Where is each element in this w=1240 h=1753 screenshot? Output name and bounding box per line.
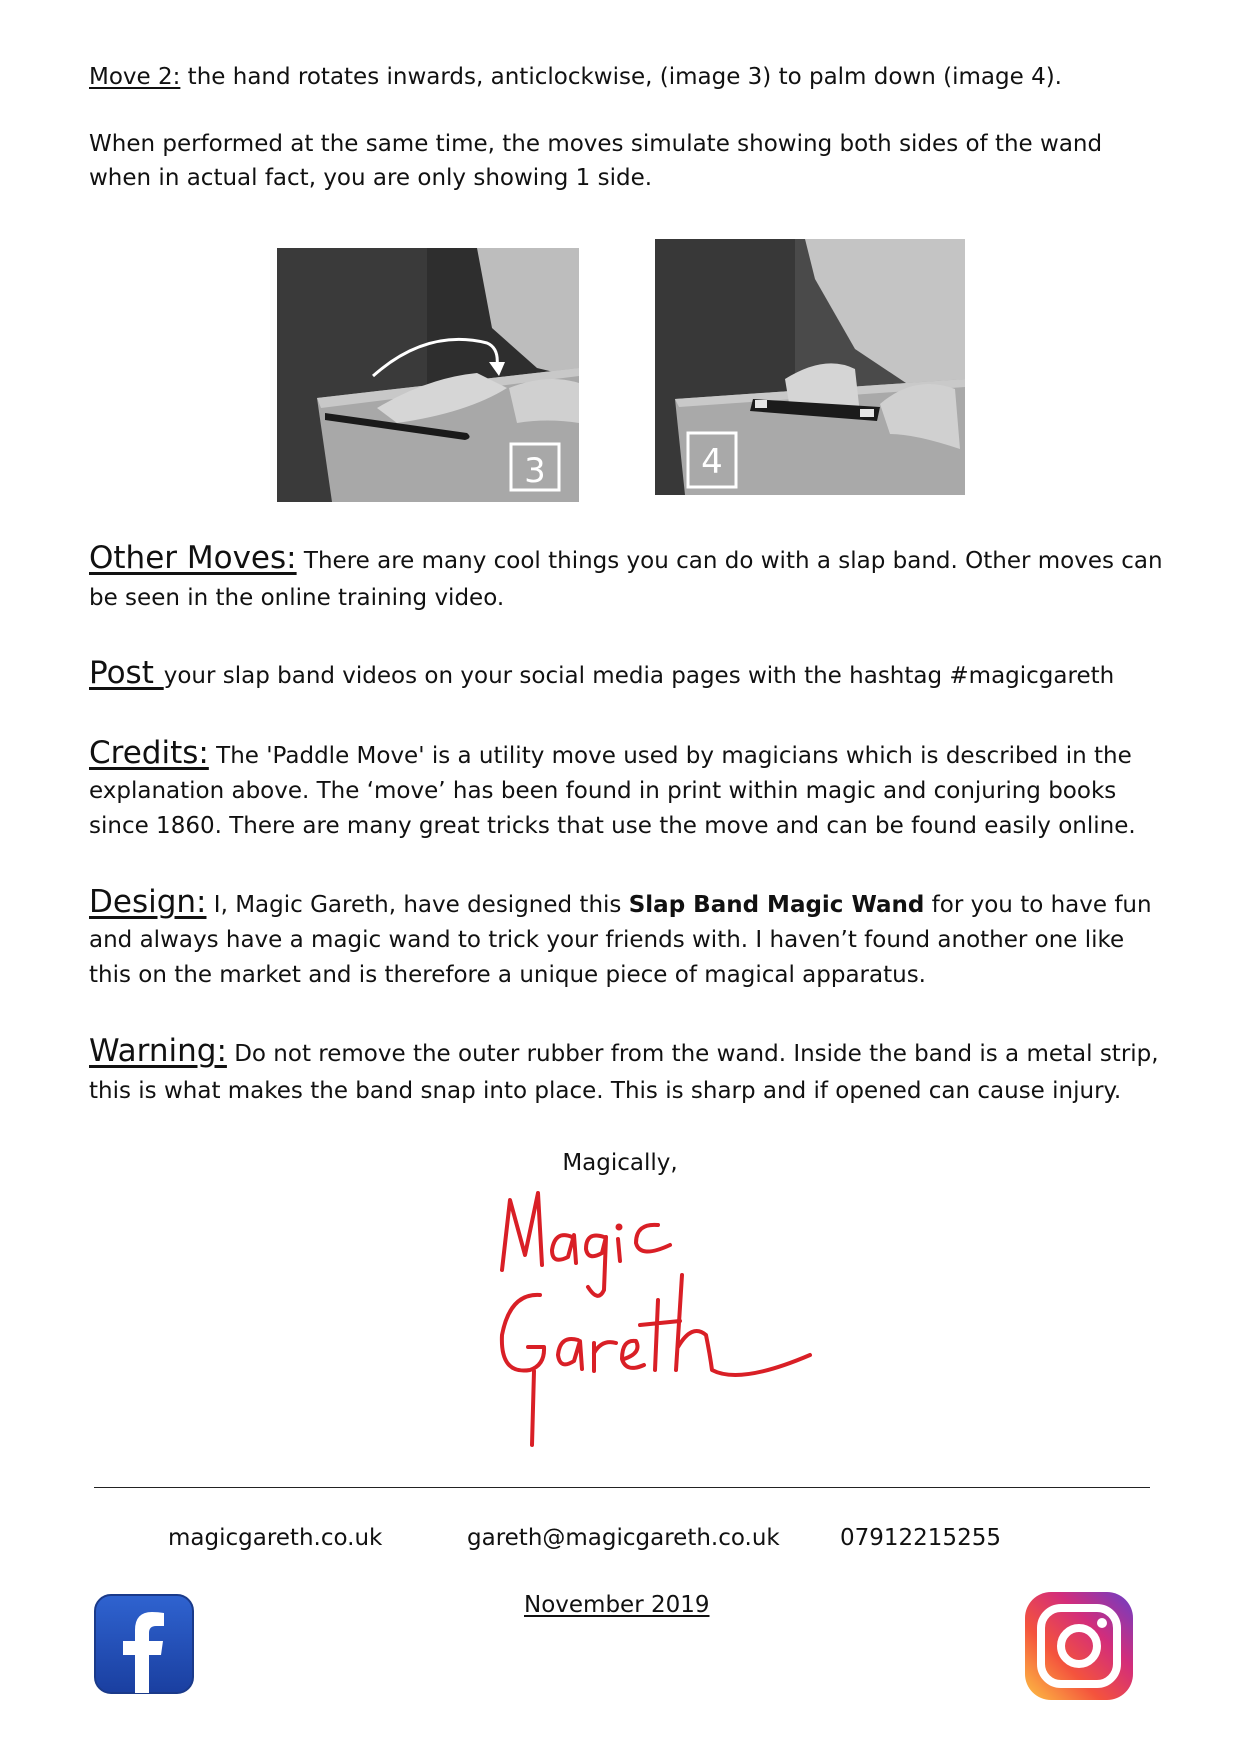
image-3-number: 3 xyxy=(524,451,546,491)
warning-heading: Warning: xyxy=(89,1033,227,1069)
other-moves-heading: Other Moves: xyxy=(89,540,297,576)
credits-text: The 'Paddle Move' is a utility move used by magicians which is described in the explanation above. The ‘move’ has been found in print within magic and conjuring books since 1860. There are many great tricks that use the move and can be found easily online. xyxy=(89,743,1136,839)
warning-paragraph xyxy=(89,1033,1169,1110)
photo-image-3 xyxy=(277,248,579,502)
design-text-after: for you to have fun and always have a magic wand to trick your friends with. I haven’t found another one like this on the market and is therefore a unique piece of magical apparatus. xyxy=(89,892,1152,988)
move2-text: the hand rotates inwards, anticlockwise, (image 3) to palm down (image 4). xyxy=(180,64,1062,90)
design-paragraph xyxy=(89,885,1169,993)
footer-phone: 07912215255 xyxy=(840,1525,1001,1551)
other-moves-paragraph xyxy=(89,540,1169,617)
move2-label: Move 2: xyxy=(89,64,181,90)
design-heading: Design: xyxy=(89,884,207,920)
signoff: Magically, xyxy=(562,1150,678,1176)
post-paragraph xyxy=(89,655,1169,695)
instagram-icon[interactable] xyxy=(1023,1590,1135,1702)
design-text-before: I, Magic Gareth, have designed this xyxy=(206,892,629,918)
credits-paragraph xyxy=(89,736,1169,844)
credits-heading: Credits: xyxy=(89,735,209,771)
signature xyxy=(480,1175,830,1455)
other-moves-text: There are many cool things you can do with a slap band. Other moves can be seen in the online training video. xyxy=(89,548,1163,611)
footer-date: November 2019 xyxy=(524,1592,710,1618)
warning-text: Do not remove the outer rubber from the wand. Inside the band is a metal strip, this is what makes the band snap into place. This is sharp and if opened can cause injury. xyxy=(89,1041,1159,1104)
photo-image-4 xyxy=(655,239,965,495)
post-heading: Post xyxy=(89,655,164,691)
footer-divider xyxy=(94,1487,1150,1488)
post-text: your slap band videos on your social media pages with the hashtag #magicgareth xyxy=(163,663,1115,689)
image-4-number: 4 xyxy=(701,442,723,482)
footer-website[interactable]: magicgareth.co.uk xyxy=(168,1525,383,1551)
design-product-name: Slap Band Magic Wand xyxy=(628,892,925,918)
footer-email[interactable]: gareth@magicgareth.co.uk xyxy=(467,1525,780,1551)
intro-paragraph: When performed at the same time, the moves simulate showing both sides of the wand when in actual fact, you are only showing 1 side. xyxy=(89,131,1103,191)
facebook-icon[interactable] xyxy=(93,1593,195,1695)
move2-paragraph xyxy=(89,60,1169,94)
